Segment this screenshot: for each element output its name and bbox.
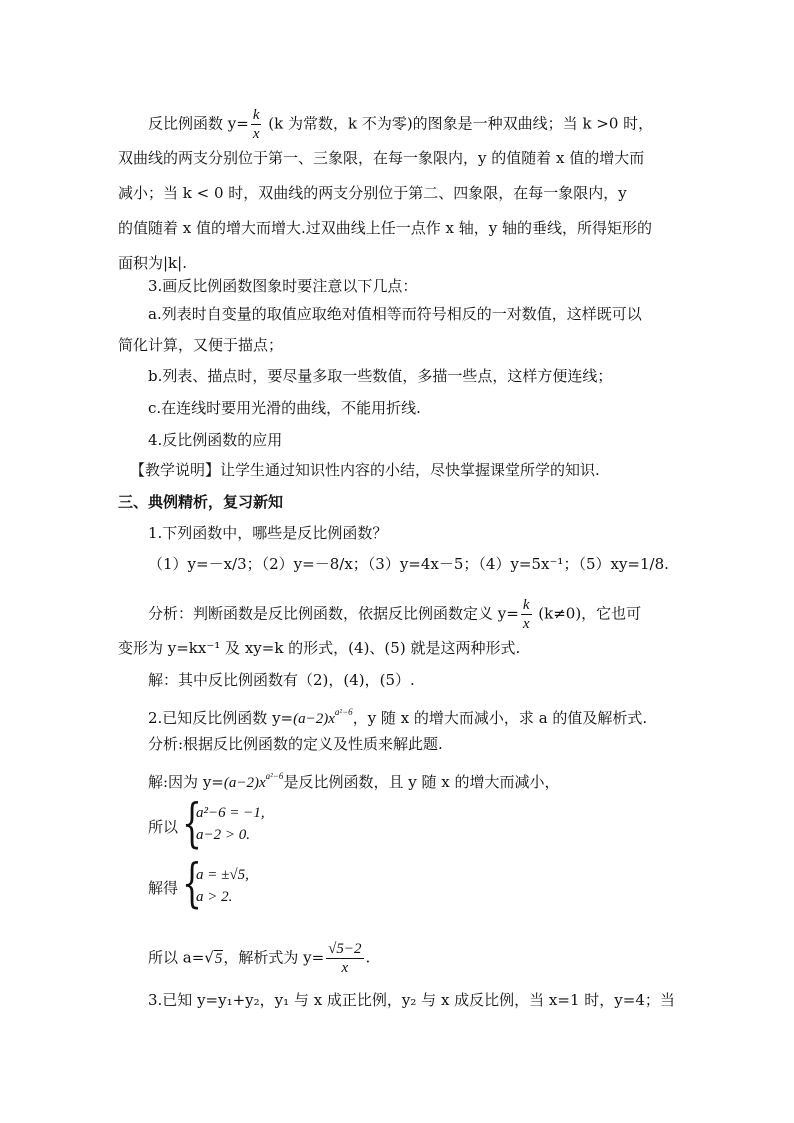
para1-line4: 的值随着 x 值的增大而增大.过双曲线上任一点作 x 轴，y 轴的垂线，所得矩形的	[118, 219, 653, 237]
text: 是反比例函数，且 y 随 x 的增大而减小，	[283, 773, 560, 791]
text: 分析：判断函数是反比例函数，依据反比例函数定义 y=	[148, 604, 519, 623]
expr: (a−2)x	[223, 775, 266, 791]
ex2-question	[148, 702, 647, 729]
ex1-analysis-line1	[148, 596, 641, 633]
frac-num: √5−2	[328, 941, 362, 957]
para1-line2: 双曲线的两支分别位于第一、三象限，在每一象限内，y 的值随着 x 值的增大而	[118, 149, 645, 167]
ex1-answer: 解：其中反比例函数有（2)，(4)，(5）.	[148, 671, 415, 689]
text: .	[365, 948, 371, 967]
ex2-analysis: 分析:根据反比例函数的定义及性质来解此题.	[148, 735, 443, 753]
point3-c: c.在连线时要用光滑的曲线，不能用折线.	[148, 399, 421, 417]
fraction-k-over-x	[521, 596, 532, 633]
text: ，解析式为 y=	[223, 948, 325, 967]
text: (k≠0)，它也可	[533, 604, 642, 623]
ex2-final	[148, 940, 370, 977]
sqrt-symbol: √	[204, 948, 214, 967]
frac-num: k	[252, 107, 260, 123]
ex3-line1: 3.已知 y=y₁+y₂，y₁ 与 x 成正比例，y₂ 与 x 成反比例，当 x=1 时，y=4；当	[148, 991, 675, 1009]
text: 所以 a=	[148, 948, 205, 967]
system1	[196, 802, 265, 846]
frac-den: x	[341, 960, 349, 976]
system1-line1: a²−6 = −1,	[196, 805, 265, 821]
exponent: a²−6	[334, 707, 353, 717]
fraction-k-over-x	[251, 106, 262, 143]
point3-b: b.列表、描点时，要尽量多取一些数值，多描一些点，这样方便连线；	[148, 367, 613, 385]
system2	[196, 864, 249, 908]
system2-line2: a > 2.	[196, 889, 233, 905]
ex1-question: 1.下列函数中，哪些是反比例函数？	[148, 524, 388, 542]
sqrt-value: 5	[214, 950, 223, 967]
frac-num: k	[522, 597, 530, 613]
point4: 4.反比例函数的应用	[148, 431, 283, 449]
so-label: 所以	[148, 818, 179, 836]
text: ，y 随 x 的增大而减小，求 a 的值及解析式.	[352, 709, 648, 727]
text: 反比例函数 y=	[148, 114, 249, 133]
system1-line2: a−2 > 0.	[196, 827, 250, 843]
solve-label: 解得	[148, 879, 179, 897]
brace-1: {	[182, 794, 202, 854]
exponent: a²−6	[265, 771, 284, 781]
ex1-options: （1）y=－x/3；（2）y=－8/x；（3）y=4x－5；（4）y=5x⁻¹；（5）xy=1/8.	[148, 555, 669, 573]
para1-line1	[148, 106, 653, 143]
ex2-solution-line1	[148, 766, 559, 793]
brace-2: {	[182, 854, 202, 914]
teaching-note: 【教学说明】让学生通过知识性内容的小结，尽快掌握课堂所学的知识.	[130, 461, 600, 479]
frac-den: x	[522, 616, 530, 632]
frac-den: x	[252, 126, 260, 142]
para1-line3: 减小；当 k < 0 时，双曲线的两支分别位于第二、四象限，在每一象限内，y	[118, 184, 627, 202]
text: (k 为常数，k 不为零)的图象是一种双曲线；当 k >0 时，	[263, 114, 654, 133]
expr: (a−2)x	[293, 711, 335, 727]
point3-a2: 简化计算，又便于描点；	[118, 336, 284, 354]
text: 2.已知反比例函数 y=	[148, 709, 294, 727]
point3-title: 3.画反比例函数图象时要注意以下几点：	[148, 277, 418, 295]
ex1-analysis-line2: 变形为 y=kx⁻¹ 及 xy=k 的形式，(4)、(5) 就是这两种形式.	[118, 639, 521, 657]
para1-line5: 面积为|k|.	[118, 254, 187, 272]
section3-title: 三、典例精析，复习新知	[118, 493, 284, 511]
text: 解:因为 y=	[148, 773, 224, 791]
fraction-final	[326, 940, 363, 977]
system2-line1: a = ±√5,	[196, 867, 249, 883]
point3-a1: a.列表时自变量的取值应取绝对值相等而符号相反的一对数值，这样既可以	[148, 305, 642, 323]
